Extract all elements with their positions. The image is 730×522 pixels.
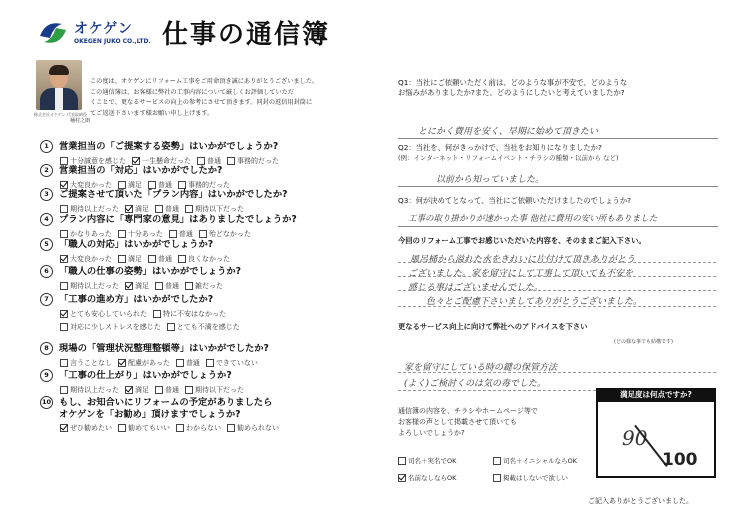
option[interactable] — [493, 456, 598, 465]
option[interactable] — [398, 473, 493, 482]
question-5 — [40, 238, 380, 264]
option-label: 普通 — [158, 255, 172, 263]
q4-answer-line[interactable]: ございました。家を留守にして工事して頂いても不安を — [408, 269, 634, 279]
question-number: 2 — [40, 164, 53, 177]
question-8 — [40, 342, 380, 368]
option-label: できていない — [215, 359, 258, 367]
option-label: 満足 — [128, 181, 142, 189]
question-7 — [40, 293, 380, 332]
publish-question — [398, 406, 588, 439]
q1-label-line: お悩みがありましたか?また、どのようにしたいと考えていましたか? — [398, 88, 625, 97]
option-label: 一生懸命だった — [142, 157, 191, 165]
checkbox-icon[interactable] — [199, 230, 207, 238]
option[interactable] — [155, 385, 179, 395]
question-text: プラン内容に「専門家の意見」はありましたでしょうか? — [59, 214, 297, 225]
option-label: 勧められない — [237, 424, 279, 432]
option[interactable] — [176, 358, 200, 368]
checkbox-icon[interactable] — [176, 424, 184, 432]
option[interactable] — [118, 358, 170, 368]
question-6 — [40, 265, 380, 291]
option-label: 期待以下だった — [195, 205, 244, 213]
intro-text — [90, 77, 390, 119]
checkbox-icon[interactable] — [60, 323, 68, 331]
option-label: ぜひ勧めたい — [70, 424, 112, 432]
checkbox-icon[interactable] — [60, 359, 68, 367]
company-logo — [36, 14, 156, 54]
checkbox-icon[interactable] — [167, 323, 175, 331]
checkbox-icon[interactable] — [185, 205, 193, 213]
question-title — [40, 188, 380, 201]
publish-label-line: 通信簿の内容を、チラシやホームページ等で — [398, 407, 538, 415]
option[interactable] — [60, 254, 112, 264]
option-label: 期待以上だった — [70, 282, 119, 290]
checked-checkbox-icon[interactable] — [60, 255, 68, 263]
option-label: 普通 — [158, 181, 172, 189]
option-label: 十分誠意を感じた — [70, 157, 126, 165]
question-2 — [40, 164, 380, 190]
thanks-text: ご記入ありがとうございました。 — [588, 497, 693, 505]
q4-label: 今回のリフォーム工事でお感じいただいた内容を、そのままご記入下さい。 — [398, 236, 646, 245]
option-label: 配慮があった — [128, 359, 170, 367]
checkbox-icon[interactable] — [60, 386, 68, 394]
checkbox-icon[interactable] — [493, 457, 501, 465]
checked-checkbox-icon[interactable] — [125, 205, 133, 213]
dashed-line — [398, 306, 716, 307]
checkbox-icon[interactable] — [118, 424, 126, 432]
publish-label-line: お客様の声として掲載させて頂いても — [398, 418, 517, 426]
option-label: 期待以下だった — [195, 386, 244, 394]
checkbox-icon[interactable] — [118, 255, 126, 263]
checkbox-icon[interactable] — [169, 230, 177, 238]
checkbox-icon[interactable] — [493, 474, 501, 482]
option-label: 普通 — [185, 359, 200, 367]
checked-checkbox-icon[interactable] — [118, 359, 126, 367]
checkbox-icon[interactable] — [155, 386, 163, 394]
checkbox-icon[interactable] — [398, 457, 406, 465]
option[interactable] — [60, 281, 119, 291]
option[interactable] — [185, 385, 244, 395]
intro-line: てご返送下さいます様お願い申し上げます。 — [90, 109, 214, 117]
q1-answer[interactable]: とにかく費用を安く、早期に始めて頂きたい — [418, 127, 598, 137]
q1-answer-line — [398, 138, 718, 139]
question-title — [40, 369, 380, 382]
option[interactable] — [178, 254, 230, 264]
option[interactable] — [155, 281, 179, 291]
q2-label-line: Q2：当社を、何がきっかけで、当社をお知りになりましたか? — [398, 143, 602, 152]
option-label: 普通 — [165, 282, 179, 290]
question-title — [40, 396, 380, 409]
question-number: 10 — [40, 396, 53, 409]
option-label: 司名＋実名でOK — [408, 457, 457, 465]
checkbox-icon[interactable] — [60, 282, 68, 290]
option[interactable] — [60, 322, 161, 332]
dashed-line — [398, 372, 716, 373]
checked-checkbox-icon[interactable] — [398, 474, 406, 482]
option-row — [60, 322, 380, 332]
checkbox-icon[interactable] — [155, 205, 163, 213]
score-max: 100 — [662, 450, 698, 470]
question-text: 営業担当の「ご提案する姿勢」はいかがでしょうか? — [59, 141, 279, 152]
publish-options — [398, 456, 598, 482]
intro-line: この通信簿は、お客様に弊社の工事内容について厳しくお評価していただ — [90, 88, 295, 96]
publish-label-line: よろしいでしょうか? — [398, 429, 465, 437]
q1-label — [398, 78, 718, 98]
checkbox-icon[interactable] — [178, 255, 186, 263]
question-text: 「職人の対応」はいかがでしょうか? — [59, 239, 214, 250]
option-label: 特に不安はなかった — [163, 310, 226, 318]
option-row — [60, 309, 380, 319]
question-title — [40, 293, 380, 306]
option-row — [60, 423, 380, 433]
option-label: かなりあった — [70, 230, 112, 238]
option-label: 期待以上だった — [70, 205, 119, 213]
checkbox-icon[interactable] — [118, 230, 126, 238]
option-label: 殆どなかった — [208, 230, 251, 238]
option-row — [60, 254, 380, 264]
question-text: 現場の「管理状況整理整頓等」はいかがでしたか? — [59, 343, 269, 354]
checkbox-icon[interactable] — [148, 255, 156, 263]
q2-answer-line — [398, 186, 718, 187]
checked-checkbox-icon[interactable] — [60, 310, 68, 318]
option[interactable] — [60, 385, 119, 395]
q2-label — [398, 143, 718, 163]
logo-text: オケゲン — [74, 21, 133, 37]
question-title — [40, 238, 380, 251]
option-label: 良くなかった — [188, 255, 230, 263]
question-number: 3 — [40, 188, 53, 201]
question-text: オケゲンを「お勧め」頂けますでしょうか? — [59, 409, 241, 420]
intro-line: この度は、オケゲンにリフォーム工事をご用命頂き誠にありがとうございました。 — [90, 78, 319, 85]
option[interactable] — [227, 423, 279, 433]
option-label: 言うことなし — [70, 359, 112, 367]
q2-example: (例：インターネット・リフォームイベント・チラシの種類・以前から など) — [398, 154, 619, 162]
checkbox-icon[interactable] — [176, 359, 184, 367]
question-text: 「職人の仕事の姿勢」はいかがでしょうか? — [59, 266, 242, 277]
option-label: 掲載はしないで欲しい — [503, 474, 568, 482]
option[interactable] — [125, 385, 149, 395]
checked-checkbox-icon[interactable] — [125, 386, 133, 394]
option-label: 満足 — [135, 282, 149, 290]
option-label: 大変良かった — [70, 255, 112, 263]
option[interactable] — [118, 423, 170, 433]
dashed-line — [398, 290, 716, 291]
question-10 — [40, 396, 380, 433]
q4-answer-line[interactable]: 風呂桶から溢れた水をきれいに片付けて頂きありがとう — [410, 255, 636, 265]
question-9 — [40, 369, 380, 395]
option-label: 事務的だった — [188, 181, 230, 189]
option-row — [60, 385, 380, 395]
logo-mark-icon — [36, 16, 70, 50]
option-label: 満足 — [135, 205, 149, 213]
question-title — [40, 164, 380, 177]
intro-line: くことで、更なるサービスの向上の参考にさせて頂きます。同封の返信用封筒に — [90, 99, 313, 107]
question-number: 5 — [40, 238, 53, 251]
dashed-line — [398, 276, 716, 277]
option-label: 大変良かった — [70, 181, 112, 189]
option[interactable] — [185, 281, 223, 291]
advice-label: 更なるサービス向上に向けて弊社へのアドバイスを下さい — [398, 322, 588, 331]
option-label: 対応に少しストレスを感じた — [70, 323, 161, 331]
option-label: とても安心していられた — [70, 310, 147, 318]
q3-label: Q3：何が決めてとなって、当社にご依頼いただけましたのでしょうか? — [398, 196, 632, 205]
score-label: 満足度は何点ですか? — [596, 388, 716, 402]
q4-answer-line[interactable]: 感じる事はございませんでした。 — [408, 283, 544, 293]
score-value[interactable]: 90 — [622, 426, 648, 450]
option-label: 事務的だった — [237, 157, 279, 165]
option[interactable] — [493, 473, 598, 482]
checkbox-icon[interactable] — [185, 282, 193, 290]
question-number: 7 — [40, 293, 53, 306]
option-label: 期待以上だった — [70, 386, 119, 394]
checkbox-icon[interactable] — [155, 282, 163, 290]
option[interactable] — [148, 254, 172, 264]
checked-checkbox-icon[interactable] — [60, 424, 68, 432]
option-label: 勧めてもいい — [128, 424, 170, 432]
option-label: とても不満を感じた — [176, 323, 240, 331]
question-number: 4 — [40, 213, 53, 226]
checked-checkbox-icon[interactable] — [125, 282, 133, 290]
option-label: 満足 — [128, 255, 142, 263]
question-text: 「工事の仕上がり」はいかがでしょうか? — [59, 370, 232, 381]
option-label: 十分あった — [127, 230, 163, 238]
option[interactable] — [118, 254, 142, 264]
question-text: 「工事の進め方」はいかがでしたか? — [59, 294, 214, 305]
option-label: 名前なしならOK — [408, 474, 457, 482]
president-photo — [36, 60, 82, 110]
option[interactable] — [60, 358, 112, 368]
option-label: 司名＋イニシャルならOK — [503, 457, 577, 465]
option[interactable] — [398, 456, 493, 465]
question-title — [40, 265, 380, 278]
advice-note: (どの様な事でも結構です) — [614, 339, 673, 345]
signer-role: 株式会社オケゲン 代表取締役 — [34, 112, 87, 117]
checkbox-icon[interactable] — [227, 424, 235, 432]
q2-answer[interactable]: 以前から知っていました。 — [436, 175, 545, 185]
option-row — [60, 281, 380, 291]
option[interactable] — [125, 281, 149, 291]
question-4 — [40, 213, 380, 239]
signer-name: 桶村之朗 — [70, 118, 91, 124]
logo-subtext: OKEGEN JUKO CO.,LTD. — [74, 38, 151, 45]
option[interactable] — [60, 423, 112, 433]
question-text: もし、お知合いにリフォームの予定がありましたら — [59, 397, 273, 408]
option[interactable] — [206, 358, 258, 368]
option[interactable] — [153, 309, 226, 319]
checkbox-icon[interactable] — [60, 205, 68, 213]
q3-answer[interactable]: 工事の取り掛かりが速かった事 他社に費用の安い所もありました — [408, 214, 658, 224]
q3-answer-line — [398, 226, 718, 227]
question-number: 1 — [40, 140, 53, 153]
advice-answer-line[interactable]: (よく)ご検討くのは気の毒でした。 — [404, 379, 547, 389]
question-title — [40, 342, 380, 355]
option-label: わからない — [186, 424, 221, 432]
question-text: 営業担当の「対応」はいかがでしたか? — [59, 165, 223, 176]
q1-label-line: Q1：当社にご依頼いただく前は、どのような事が不安で、どのような — [398, 78, 628, 87]
question-number: 8 — [40, 342, 53, 355]
option-label: 普通 — [165, 205, 179, 213]
option-label: 普通 — [178, 230, 193, 238]
checkbox-icon[interactable] — [206, 359, 214, 367]
option-label: 普通 — [165, 386, 179, 394]
question-number: 9 — [40, 369, 53, 382]
checkbox-icon[interactable] — [153, 310, 161, 318]
question-text: ご提案させて頂いた「プラン内容」はいかがでしたか? — [59, 189, 288, 200]
checkbox-icon[interactable] — [60, 230, 68, 238]
page-title: 仕事の通信簿 — [162, 20, 331, 50]
satisfaction-score-box — [596, 388, 716, 478]
checkbox-icon[interactable] — [185, 386, 193, 394]
question-number: 6 — [40, 265, 53, 278]
option[interactable] — [167, 322, 240, 332]
question-title — [40, 140, 380, 153]
q4-answer-line[interactable]: 色々とご配慮下さいましてありがとうございました。 — [426, 297, 643, 307]
question-3 — [40, 188, 380, 214]
dashed-line — [398, 262, 716, 263]
option[interactable] — [176, 423, 221, 433]
question-title — [40, 213, 380, 226]
option-label: 満足 — [135, 386, 149, 394]
option-row — [60, 358, 380, 368]
question-1 — [40, 140, 380, 166]
option-label: 雑だった — [195, 282, 223, 290]
option-label: 普通 — [207, 157, 221, 165]
advice-answer-line[interactable]: 家を留守にしている時の鍵の保管方法 — [404, 363, 558, 373]
option[interactable] — [60, 309, 147, 319]
